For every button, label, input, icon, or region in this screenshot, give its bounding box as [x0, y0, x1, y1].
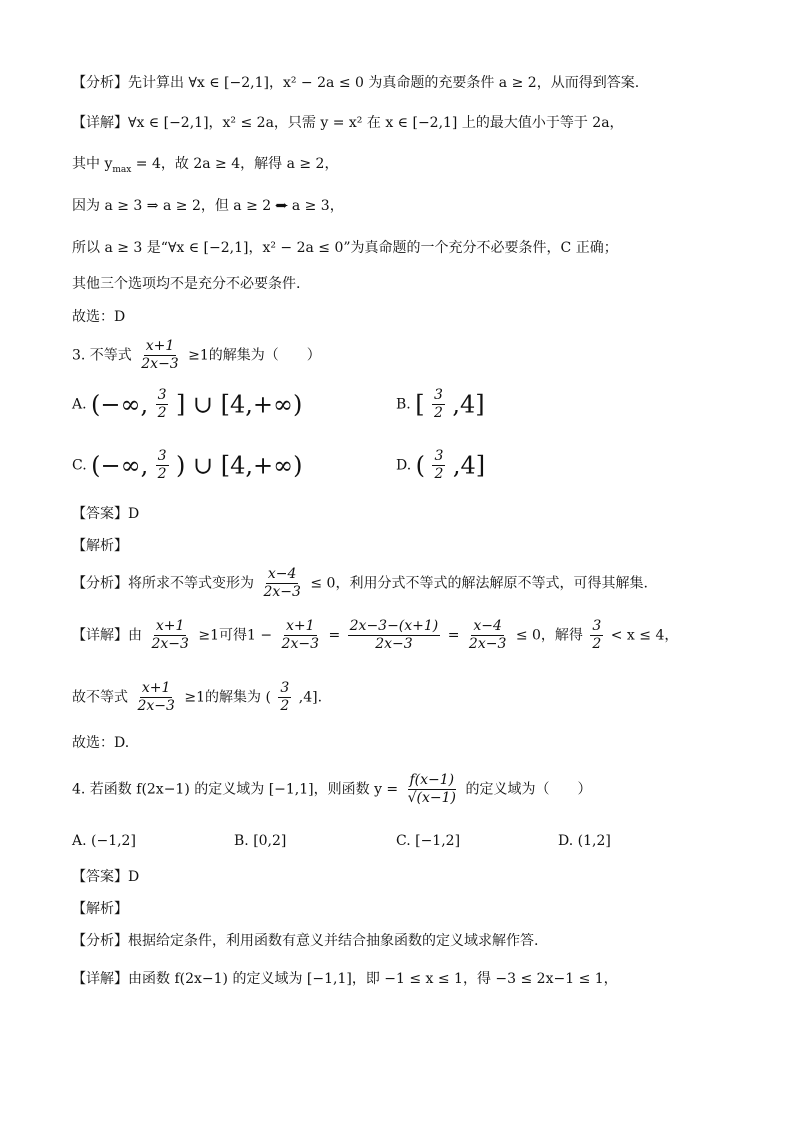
equals-sign: =	[328, 627, 341, 644]
fraction-numerator: x+1	[141, 680, 171, 696]
fraction-numerator: 2x−3−(x+1)	[349, 618, 439, 634]
option-text-post: ] ∪ [4,+∞)	[175, 390, 303, 419]
fraction-numerator: 3	[157, 448, 167, 464]
fraction-numerator: x+1	[286, 618, 315, 634]
q3-option-c	[72, 448, 303, 483]
q4-option-c	[396, 830, 460, 852]
fraction-denominator: 2x−3	[468, 636, 507, 652]
analysis-line-1	[72, 72, 639, 94]
fraction-numerator: 3	[434, 387, 443, 403]
detail-tag: 【详解】	[72, 115, 128, 131]
fraction-numerator: 3	[280, 680, 290, 696]
option-text: D. (1,2]	[558, 833, 611, 849]
fraction-numerator: x−4	[267, 566, 297, 582]
analysis-text-pre: 将所求不等式变形为	[128, 575, 254, 592]
fraction-numerator: 3	[592, 618, 602, 634]
q3-option-a	[72, 387, 302, 422]
q3-answer	[72, 503, 139, 525]
analysis-tag: 【分析】	[72, 75, 128, 91]
detail-text: 由	[128, 627, 142, 644]
choose-text-prev: 故选：D	[72, 309, 126, 325]
fraction-denominator: 2x−3	[137, 698, 175, 714]
fraction-numerator: x−4	[473, 618, 502, 634]
detail-text-3a: 因为 a ≥ 3 ⇒ a ≥ 2，但 a ≥ 2	[72, 198, 276, 214]
detail-tag: 【详解】	[72, 627, 128, 644]
fraction-numerator: x+1	[145, 338, 175, 354]
analysis-heading-text: 【解析】	[72, 538, 128, 554]
fraction-denominator: 2x−3	[281, 636, 319, 652]
q4-stem-post: 的定义域为（ ）	[465, 781, 592, 798]
option-text-post: ) ∪ [4,+∞)	[176, 451, 303, 480]
q3-conclusion	[72, 680, 322, 715]
option-label: D.	[396, 457, 412, 474]
q3-choose	[72, 732, 129, 754]
conclusion-text: ≥1的解集为 (	[184, 689, 271, 706]
detail-text-5: 其他三个选项均不是充分不必要条件.	[72, 276, 301, 292]
option-label: A.	[72, 396, 87, 413]
option-fraction	[432, 448, 445, 483]
option-text-pre: [	[415, 390, 425, 419]
q3-stem-fraction	[139, 338, 180, 373]
option-text: C. [−1,2]	[396, 833, 461, 849]
detail-fraction-4	[467, 618, 508, 653]
detail-line-5	[72, 273, 300, 295]
detail-text-2a: 其中 y	[72, 156, 113, 172]
detail-line-2	[72, 153, 338, 181]
option-text: B. [0,2]	[234, 833, 287, 849]
fraction-denominator: 2	[434, 466, 444, 482]
q4-option-d	[558, 830, 611, 852]
q3-fenxi	[72, 566, 648, 601]
choose-text: 故选：D.	[72, 735, 130, 751]
q4-stem-pre: 4. 若函数 f(2x−1) 的定义域为 [−1,1]，则函数 y =	[72, 781, 399, 798]
option-text-pre: (−∞,	[91, 451, 149, 480]
detail-fraction-1	[149, 618, 190, 653]
q4-option-a	[72, 830, 136, 852]
conclusion-fraction-1	[135, 680, 176, 715]
q3-analysis-heading	[72, 535, 128, 557]
detail-text-2b: = 4，故 2a ≥ 4，解得 a ≥ 2，	[131, 156, 339, 172]
detail-text-4: 所以 a ≥ 3 是“∀x ∈ [−2,1]，x² − 2a ≤ 0”为真命题的一个充分不必要条件，C 正确；	[72, 240, 618, 256]
option-text-post: ,4]	[452, 451, 486, 480]
fraction-denominator: √(x−1)	[407, 790, 457, 806]
q3-option-d	[396, 448, 485, 483]
conclusion-text: ,4].	[298, 689, 323, 706]
q3-stem	[72, 338, 321, 373]
option-fraction	[156, 448, 169, 483]
fraction-denominator: 2	[157, 405, 167, 421]
option-fraction	[432, 387, 445, 422]
subscript-max: max	[112, 165, 132, 175]
fraction-denominator: 2x−3	[141, 356, 179, 372]
answer-text: 【答案】D	[72, 506, 140, 522]
detail-text: ≤ 0，解得	[515, 627, 583, 644]
option-label: B.	[396, 396, 411, 413]
q4-stem	[72, 772, 591, 807]
fraction-denominator: 2	[280, 698, 290, 714]
fraction-denominator: 2	[157, 466, 167, 482]
fraction-numerator: f(x−1)	[409, 772, 455, 788]
equals-sign: =	[447, 627, 460, 644]
q3-option-b	[396, 387, 485, 422]
analysis-text: 【分析】根据给定条件，利用函数有意义并结合抽象函数的定义域求解作答.	[72, 933, 539, 949]
q4-option-b	[234, 830, 286, 852]
conclusion-text: 故不等式	[72, 689, 128, 706]
choose-line-prev	[72, 306, 125, 328]
not-implies-symbol: ⇒	[275, 198, 288, 214]
detail-fraction-2	[280, 618, 321, 653]
fraction-numerator: x+1	[155, 618, 185, 634]
option-text-pre: (−∞,	[91, 390, 149, 419]
q3-xiangjie	[72, 618, 678, 653]
option-text-post: ,4]	[452, 390, 485, 419]
fraction-denominator: 2	[592, 636, 602, 652]
option-fraction	[156, 387, 169, 422]
fraction-numerator: 3	[434, 448, 444, 464]
detail-fraction-3	[348, 618, 441, 653]
q3-stem-pre: 3. 不等式	[72, 347, 132, 364]
fraction-denominator: 2x−3	[375, 636, 413, 652]
analysis-tag: 【分析】	[72, 575, 128, 592]
fraction-denominator: 2x−3	[151, 636, 189, 652]
detail-text: ∀x ∈ [−2,1]，x² ≤ 2a，只需 y = x² 在 x ∈ [−2,1] 上的最大值小于等于 2a，	[128, 115, 624, 131]
detail-line-1	[72, 112, 624, 134]
q4-stem-fraction	[406, 772, 458, 807]
answer-text: 【答案】D	[72, 869, 140, 885]
q4-answer	[72, 866, 139, 888]
fraction-denominator: 2	[434, 405, 443, 421]
detail-line-3	[72, 195, 344, 217]
detail-fraction-5	[590, 618, 603, 653]
q3-stem-post: ≥1的解集为（ ）	[188, 347, 321, 364]
option-text-pre: (	[415, 451, 426, 480]
q4-fenxi	[72, 930, 538, 952]
fraction-denominator: 2x−3	[263, 584, 301, 600]
option-label: C.	[72, 457, 87, 474]
analysis-text: 先计算出 ∀x ∈ [−2,1]，x² − 2a ≤ 0 为真命题的充要条件 a ≥ 2，从而得到答案.	[128, 75, 640, 91]
detail-text: ≥1可得1 −	[198, 627, 273, 644]
q4-analysis-heading	[72, 898, 128, 920]
analysis-text-post: ≤ 0，利用分式不等式的解法解原不等式，可得其解集.	[310, 575, 648, 592]
conclusion-fraction-2	[278, 680, 291, 715]
fraction-numerator: 3	[157, 387, 167, 403]
option-text: A. (−1,2]	[72, 833, 136, 849]
detail-text-3b: a ≥ 3，	[287, 198, 344, 214]
detail-line-4	[72, 237, 618, 259]
detail-text: < x ≤ 4，	[610, 627, 679, 644]
analysis-heading-text: 【解析】	[72, 901, 128, 917]
detail-text: 【详解】由函数 f(2x−1) 的定义域为 [−1,1]，即 −1 ≤ x ≤ 1，得 −3 ≤ 2x−1 ≤ 1，	[72, 971, 618, 987]
analysis-fraction	[261, 566, 302, 601]
q4-xiangjie	[72, 968, 618, 990]
